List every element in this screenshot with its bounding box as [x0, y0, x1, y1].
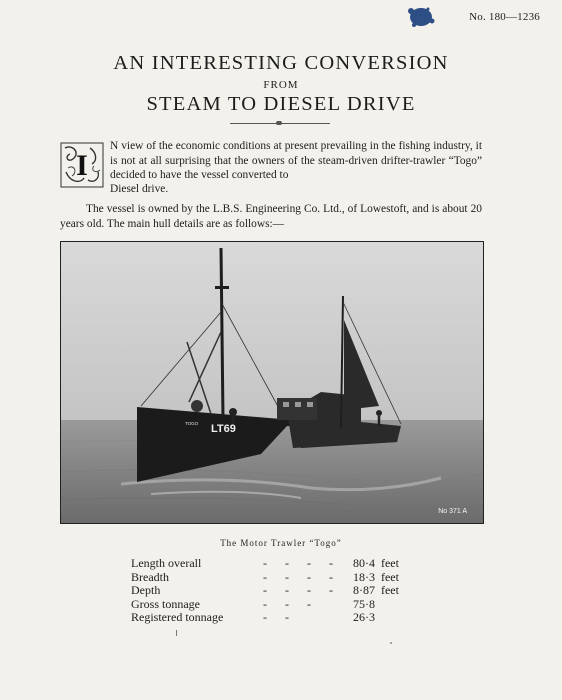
owner-paragraph: The vessel is owned by the L.B.S. Engineering Co. Ltd., of Lowestoft, and is about 20 years old. The main hull details are as follows:—	[60, 203, 482, 230]
spec-row	[131, 571, 411, 585]
svg-text:I: I	[76, 149, 88, 182]
spec-unit	[381, 611, 411, 625]
paper-mark	[176, 630, 177, 636]
spec-label: Depth	[131, 583, 161, 597]
spec-label: Length overall	[131, 556, 202, 570]
photo-reference: No 371 A	[438, 508, 467, 515]
spec-value: 8·87	[352, 583, 375, 597]
spec-unit: feet	[380, 569, 399, 584]
spec-value: 26·3	[352, 610, 375, 624]
hull-marking: LT69	[211, 423, 236, 435]
bow-name-marking: TOGO	[185, 421, 199, 426]
hull-details-table	[131, 557, 411, 625]
document-number: No. 180—1236	[469, 11, 540, 23]
intro-paragraph-end: Diesel drive.	[110, 182, 169, 195]
spec-row	[131, 557, 411, 571]
title-connector: FROM	[263, 79, 299, 91]
spec-unit	[381, 598, 411, 612]
spec-row	[131, 611, 411, 625]
trawler-photograph	[60, 241, 484, 524]
spec-row	[131, 598, 411, 612]
photo-caption: The Motor Trawler “Togo”	[220, 538, 342, 548]
trawler-photo-image	[61, 242, 484, 524]
spec-leader-dashes: - -	[263, 610, 289, 624]
spec-label: Breadth	[131, 569, 169, 584]
ink-blot-icon	[404, 4, 438, 30]
spec-unit: feet	[380, 583, 399, 597]
decorative-initial-icon	[60, 142, 104, 188]
paper-speck	[390, 642, 392, 644]
spec-row	[131, 584, 411, 598]
spec-leader-dashes: - - -	[263, 596, 311, 611]
page-subtitle: STEAM TO DIESEL DRIVE	[146, 93, 416, 115]
spec-leader-dashes: - - - -	[263, 569, 333, 584]
spec-label: Gross tonnage	[131, 596, 200, 611]
spec-leader-dashes: - - - -	[263, 583, 333, 597]
spec-value: 75·8	[352, 596, 375, 611]
spec-label: Registered tonnage	[131, 610, 224, 624]
spec-value: 80·4	[352, 556, 375, 570]
spec-leader-dashes: - - - -	[263, 556, 333, 570]
divider-ornament	[276, 121, 282, 125]
spec-unit: feet	[380, 556, 399, 570]
intro-paragraph: N view of the economic conditions at present prevailing in the fishing industry, it is not at all surprising that the owners of the steam-driven drifter-trawler “Togo” decided to have the vessel converted to	[110, 140, 482, 182]
page-title: AN INTERESTING CONVERSION	[113, 52, 449, 74]
spec-value: 18·3	[352, 569, 375, 584]
